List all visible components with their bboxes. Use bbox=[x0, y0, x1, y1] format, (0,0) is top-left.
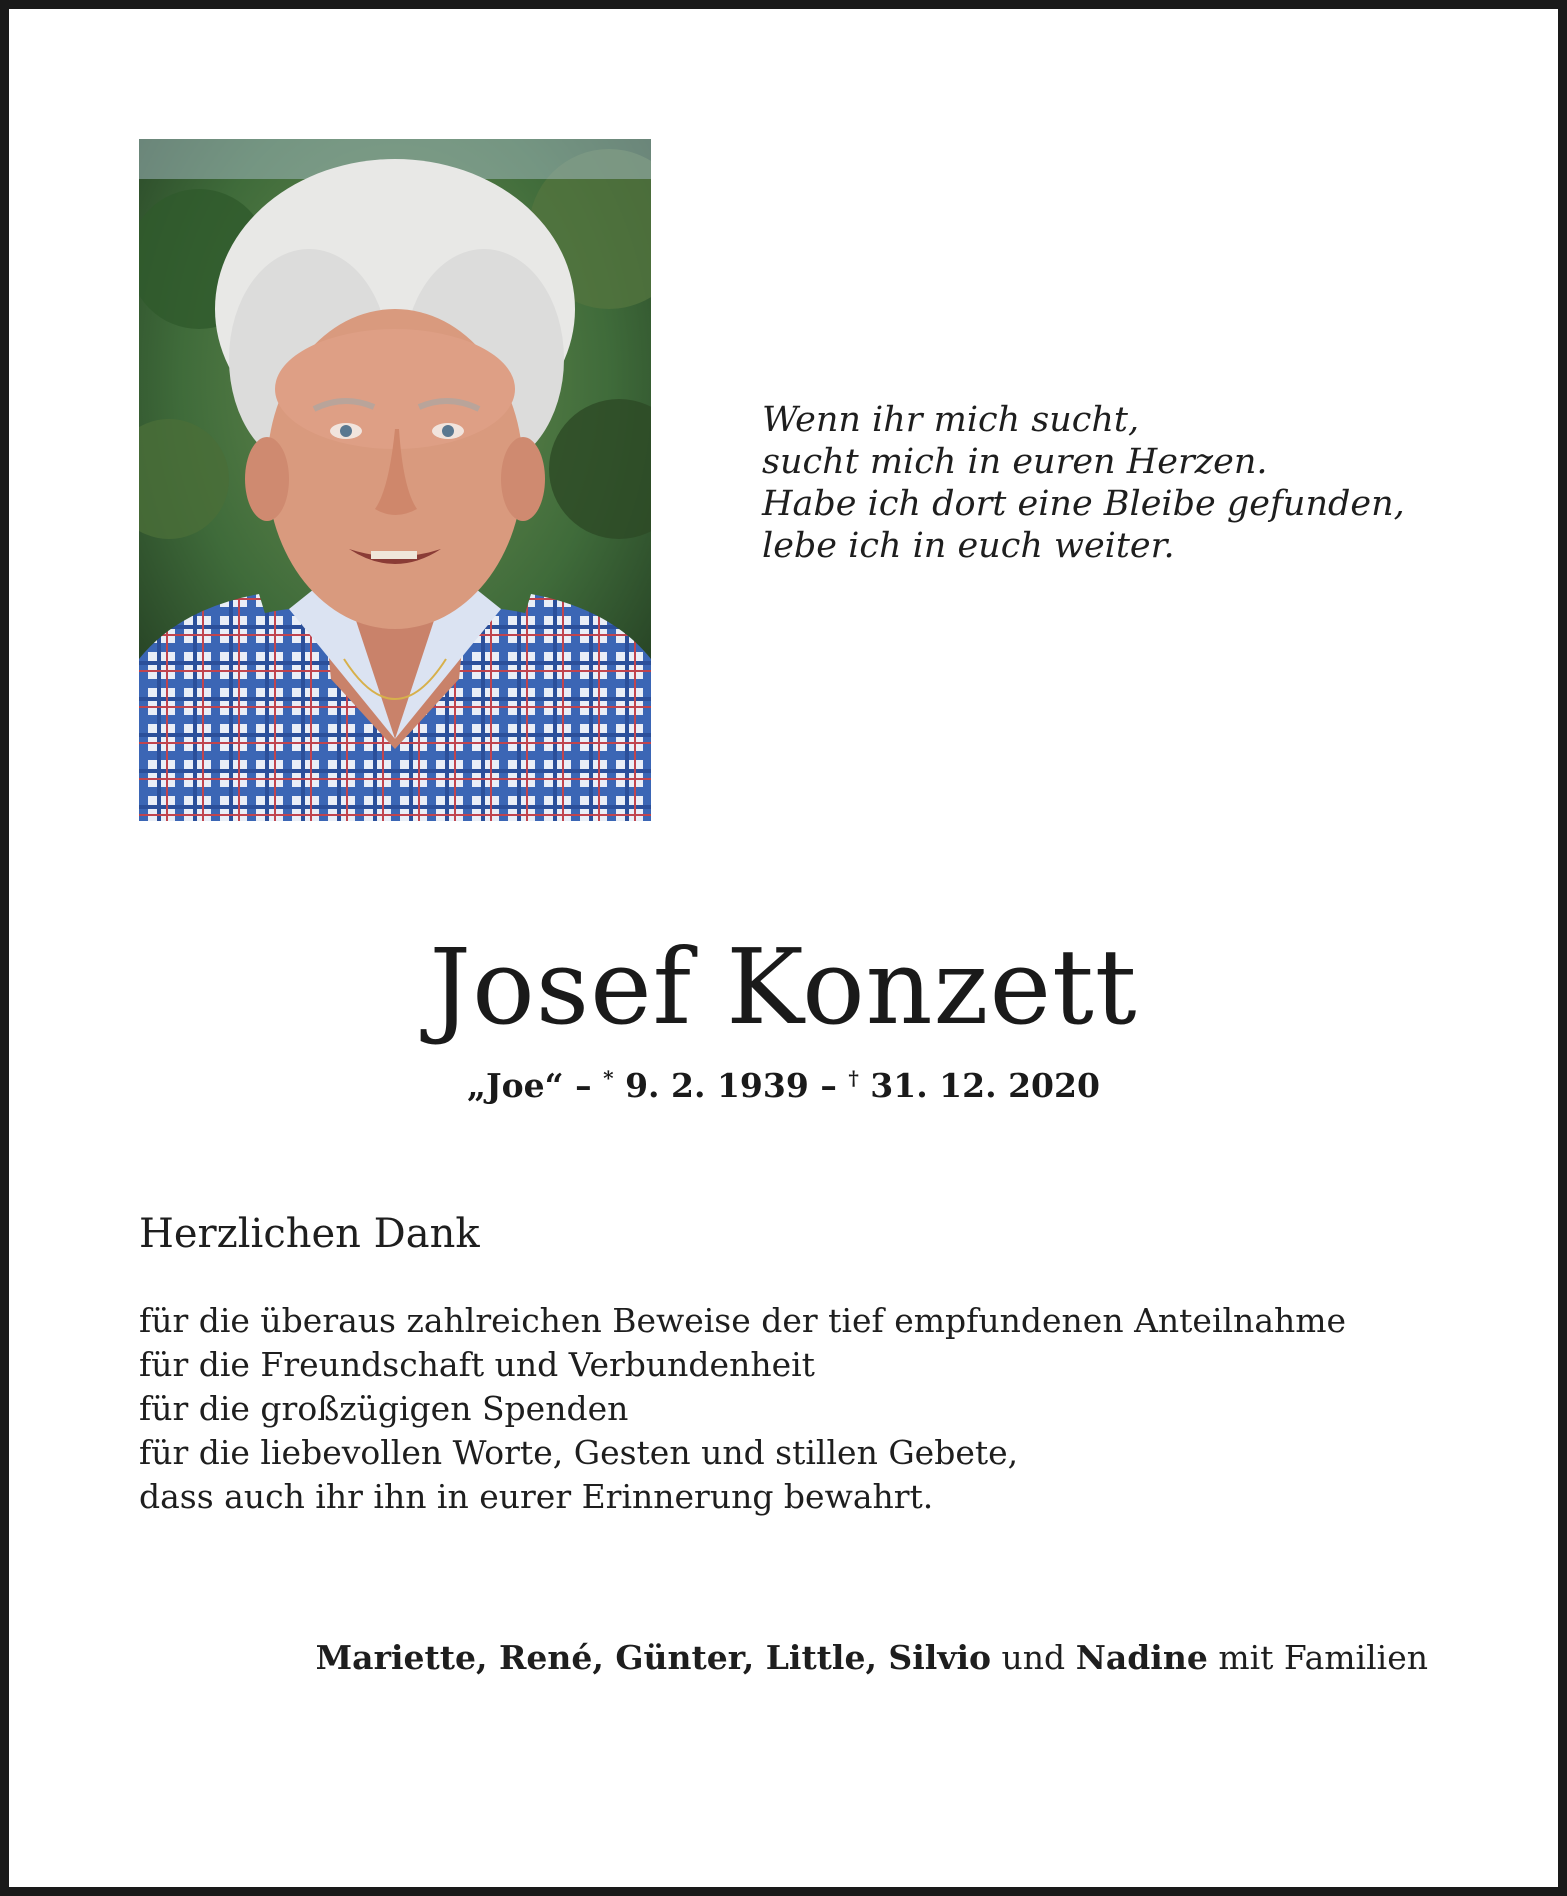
thanks-title: Herzlichen Dank bbox=[139, 1211, 480, 1257]
memorial-poem bbox=[762, 399, 1482, 567]
portrait-photo bbox=[139, 139, 651, 821]
separator: – bbox=[808, 1066, 849, 1105]
family-suffix: mit Familien bbox=[1207, 1638, 1428, 1677]
poem-line: lebe ich in euch weiter. bbox=[762, 526, 1175, 566]
family-last-name: Nadine bbox=[1075, 1638, 1208, 1677]
poem-line: Habe ich dort eine Bleibe gefunden, bbox=[762, 484, 1405, 524]
thanks-line: für die überaus zahlreichen Beweise der tief empfundenen Anteilnahme bbox=[139, 1301, 1347, 1340]
death-symbol: † bbox=[848, 1066, 859, 1090]
nickname: „Joe“ bbox=[467, 1066, 564, 1105]
thanks-line: für die großzügigen Spenden bbox=[139, 1389, 629, 1428]
life-dates bbox=[9, 1057, 1558, 1107]
thanks-line: für die Freundschaft und Verbundenheit bbox=[139, 1345, 815, 1384]
birth-symbol: * bbox=[603, 1066, 614, 1090]
family-names: Mariette, René, Günter, Little, Silvio bbox=[315, 1638, 992, 1677]
thanks-text bbox=[139, 1299, 1469, 1519]
death-date: 31. 12. 2020 bbox=[870, 1066, 1100, 1105]
birth-date: 9. 2. 1939 bbox=[625, 1066, 809, 1105]
poem-line: Wenn ihr mich sucht, bbox=[762, 400, 1140, 440]
thanks-line: dass auch ihr ihn in eurer Erinnerung bewahrt. bbox=[139, 1477, 934, 1516]
family-signoff bbox=[316, 1636, 1428, 1680]
separator: – bbox=[563, 1066, 604, 1105]
poem-line: sucht mich in euren Herzen. bbox=[762, 442, 1268, 482]
conjunction: und bbox=[991, 1638, 1076, 1677]
deceased-name: Josef Konzett bbox=[429, 926, 1138, 1048]
thanks-line: für die liebevollen Worte, Gesten und stillen Gebete, bbox=[139, 1433, 1019, 1472]
